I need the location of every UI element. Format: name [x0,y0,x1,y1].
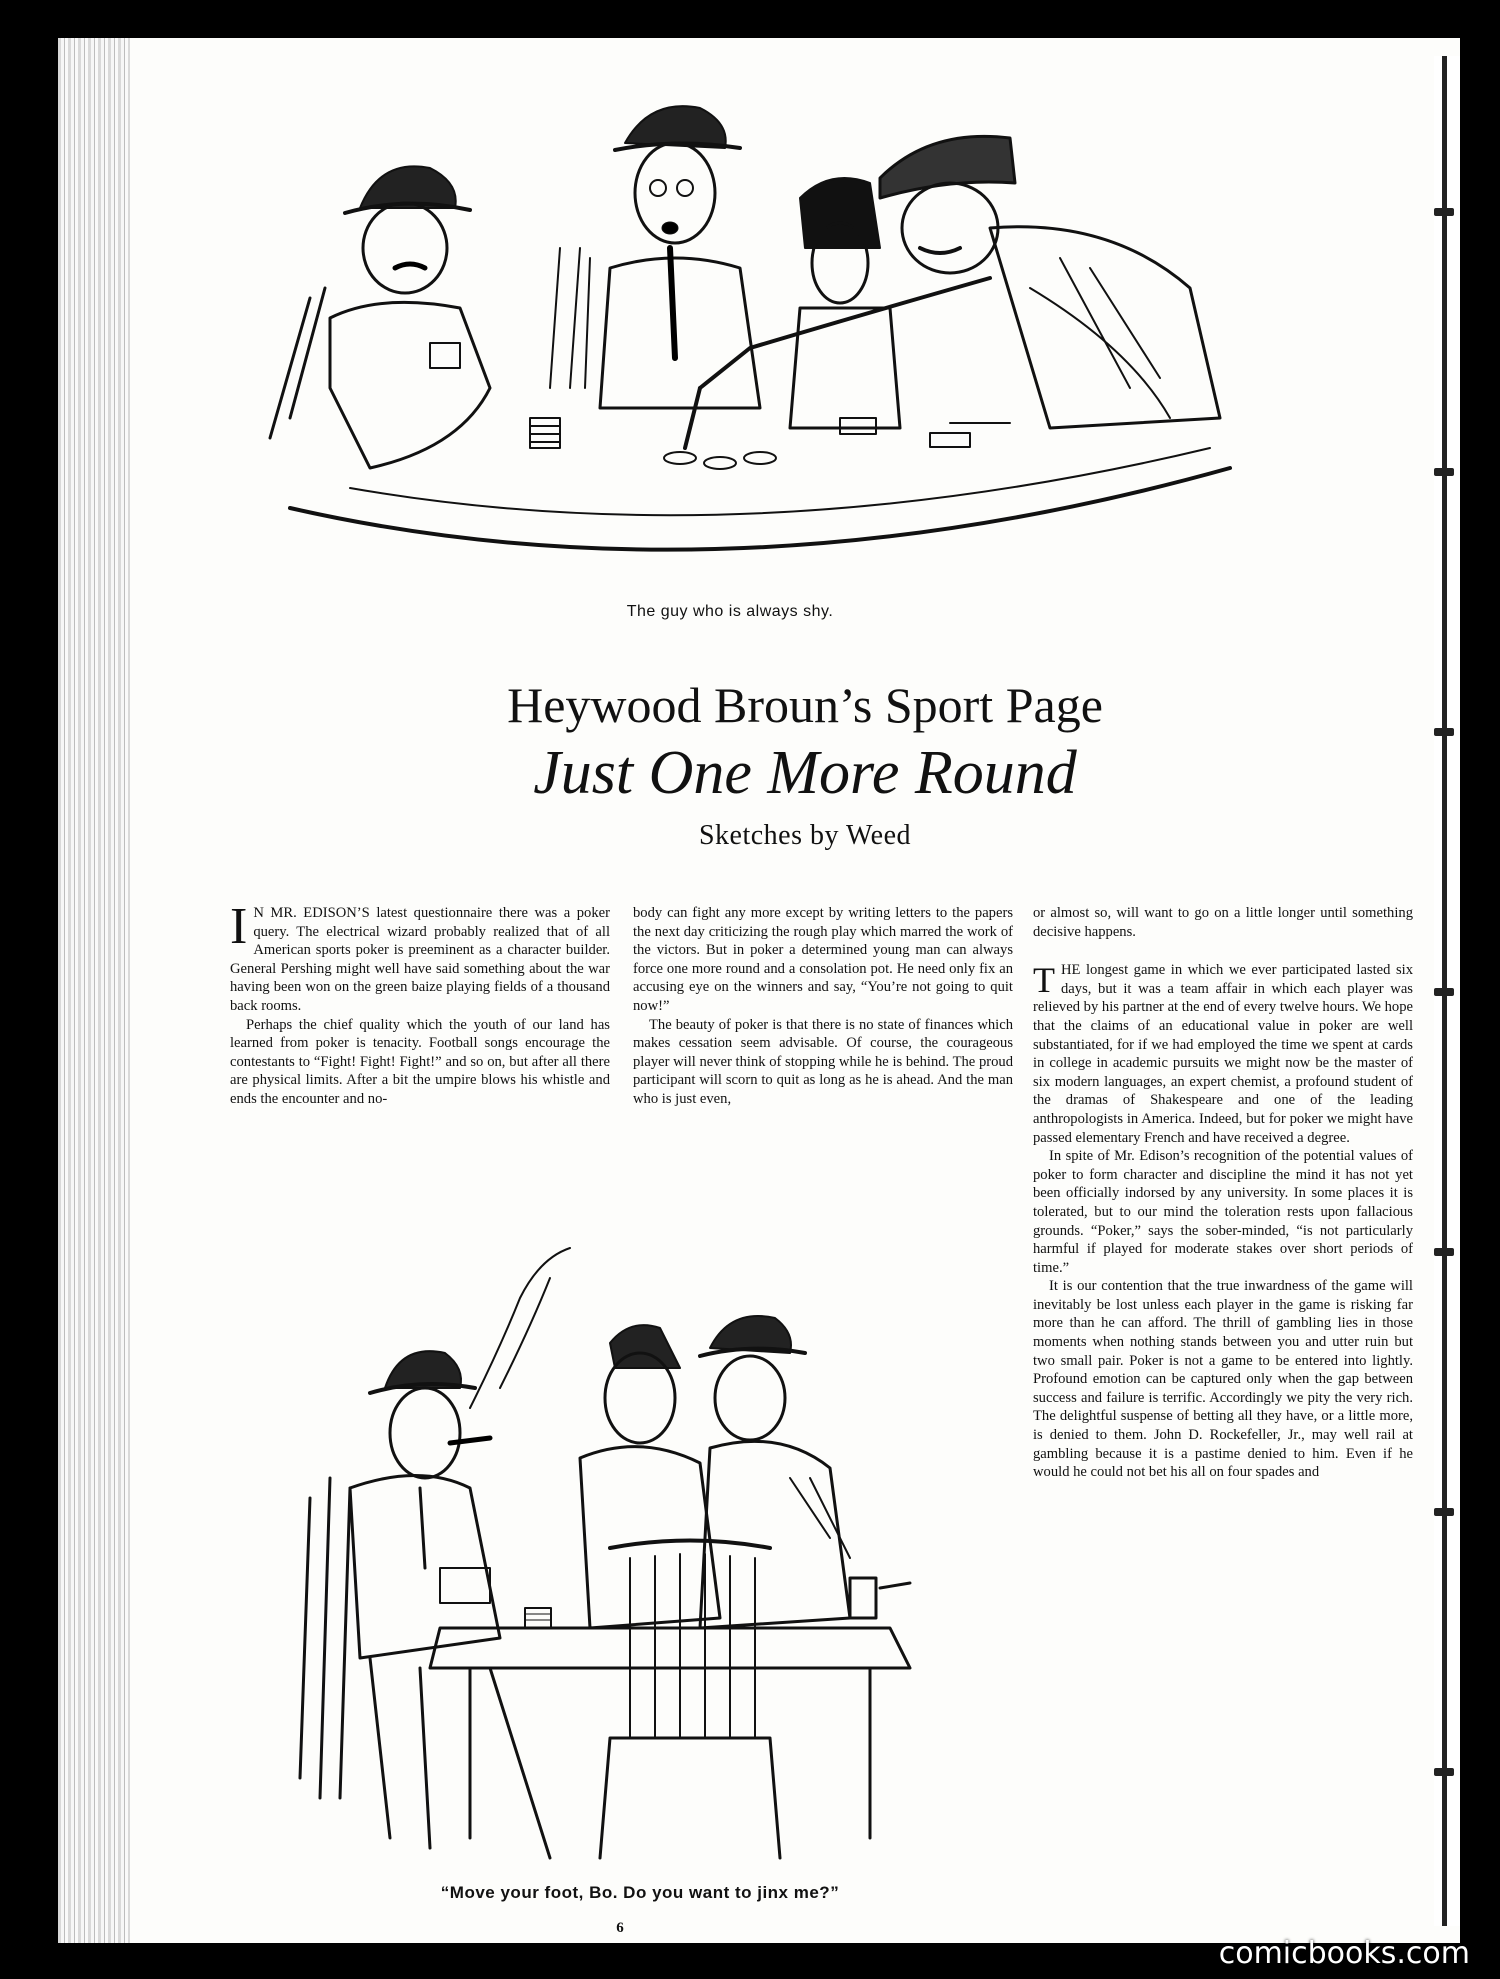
page-number: 6 [616,1920,624,1936]
text-column-2 [633,904,1013,1109]
book-page-edges [58,38,138,1943]
spine-stitch [1434,1508,1454,1516]
spine-stitch [1434,1768,1454,1776]
watermark: comicbooks.com [1218,1936,1470,1971]
magazine-page [130,38,1460,1943]
top-illustration-caption: The guy who is always shy. [626,603,834,620]
spine-stitch [1434,988,1454,996]
paragraph: body can fight any more except by writing letters to the papers the next day criticizing the rough play which marred the work of the victors. But in poker a determined young man can always force one more round and a consolation pot. He need only fix an accusing eye on the winners and say, “You’re not going to quit now!” [633,905,1013,1014]
text-column-1 [230,898,610,1109]
paragraph: Perhaps the chief quality which the youth of our land has learned from poker is tenacity. Football songs encourage the contestants to “Fight! Fight! Fight!” and so on, but after all there are physical limits. After a bit the umpire blows his whistle and ends the encounter and no- [230,1016,610,1107]
drop-cap: T [1033,960,1055,1001]
paragraph: I N MR. EDISON’S latest questionnaire there was a poker query. The electrical wizard probably realized that of all American sports poker is preeminent as a character builder. General Pershing might well have said something about the war having been won on the green baize playing fields of a thousand back rooms. [230,898,610,1014]
top-illustration-poker-table [230,88,1290,588]
paragraph: In spite of Mr. Edison’s recognition of the potential values of poker to form character and discipline the mind it has not yet been officially indorsed by any university. In some places it is tolerated, but to our mind the toleration rests upon fallacious grounds. “Poker,” says the sober-minded, “is not particularly harmful if played for moderate stakes over short periods of time.” [1033,1148,1413,1276]
article-subtitle: Just One More Round [533,739,1077,807]
paragraph: THE longest game in which we ever participated lasted six days, but it was a team affair in which each player was relieved by his partner at the end of every twelve hours. We hope that the claims of an educational value in poker are well substantiated, for if we had employed the time we spent at cards in college in academic pursuits we might now be the master of six modern languages, an expert chemist, a profound student of the dramas of Shakespeare and one of the leading anthropologists in America. Indeed, but for poker we might have passed elementary French and have received a degree. [1033,960,1413,1146]
paragraph: It is our contention that the true inwardness of the game will inevitably be lost unless each player in the game is risking far more than he can afford. The thrill of gambling lies in those moments when nothing stands between you and utter ruin but two small pair. Poker is not a game to be entered into lightly. Profound emotion can be captured only when the gap between success and failure is terrific. Accordingly we pity the very rich. The delightful suspense of betting all they have, or a little more, is denied to them. John D. Rockefeller, Jr., may well rail at gambling because it is a pastime denied to him. Even if he would he could not bet his all on four spades and [1033,1278,1413,1481]
spine-stitch [1434,208,1454,216]
article-heading [280,628,1330,856]
drop-cap: I [230,898,248,955]
bottom-illustration-caption: “Move your foot, Bo. Do you want to jinx me?” [440,1883,840,1902]
article-byline: Sketches by Weed [698,820,912,851]
article-title: Heywood Broun’s Sport Page [507,677,1103,733]
bottom-illustration-card-game [270,1238,980,1868]
spine-stitch [1434,468,1454,476]
spine-stitch [1434,728,1454,736]
text-column-3 [1033,904,1413,1482]
paragraph: or almost so, will want to go on a little longer until something decisive happens. [1033,905,1413,940]
spine-stitch [1434,1248,1454,1256]
paragraph: The beauty of poker is that there is no state of finances which makes cessation seem advisable. Of course, the courageous player will never think of stopping while he is behind. The proud participant will scorn to quit as long as he is ahead. And the man who is just even, [633,1016,1013,1107]
